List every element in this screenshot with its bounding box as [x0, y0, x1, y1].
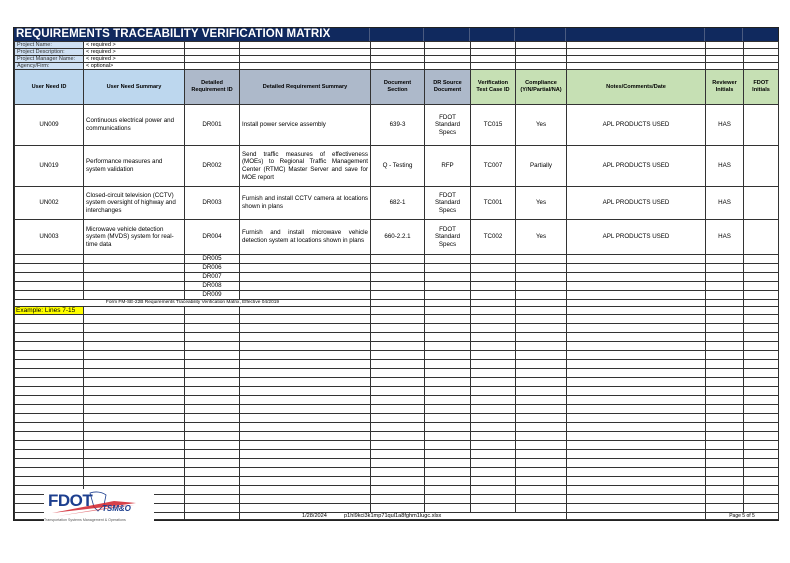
col-header-test-case: Verification Test Case ID	[471, 70, 516, 105]
cell-document-section[interactable]: 682-1	[371, 187, 425, 220]
fdot-tsmo-logo	[44, 489, 154, 527]
cell-fdot[interactable]	[744, 187, 779, 220]
empty-row	[15, 378, 779, 387]
cell-document-section[interactable]: 639-3	[371, 105, 425, 146]
cell-dr-id[interactable]: DR005	[185, 255, 240, 264]
agency-field[interactable]: < optional>	[84, 63, 185, 70]
cell-user-need-summary[interactable]: Continuous electrical power and communications	[84, 105, 185, 146]
cell-notes[interactable]: APL PRODUCTS USED	[567, 220, 706, 255]
cell-compliance[interactable]: Partially	[516, 146, 567, 187]
cell-user-need-summary[interactable]: Performance measures and system validation	[84, 146, 185, 187]
cell-notes[interactable]: APL PRODUCTS USED	[567, 187, 706, 220]
table-row	[15, 273, 779, 282]
table-row	[15, 255, 779, 264]
empty-row	[15, 396, 779, 405]
cell-reviewer[interactable]: HAS	[706, 105, 744, 146]
empty-row	[15, 315, 779, 324]
cell-user-need-id[interactable]: UN003	[15, 220, 84, 255]
cell-dr-summary[interactable]: Furnish and install microwave vehicle detection system at locations shown in plans	[240, 220, 371, 255]
column-header-row	[15, 70, 779, 105]
footer-page: Page 5 of 5	[706, 513, 779, 520]
logo-tagline: Transportation Systems Management & Operations	[44, 518, 126, 522]
empty-row	[15, 468, 779, 477]
empty-row	[15, 450, 779, 459]
empty-row	[15, 333, 779, 342]
cell-reviewer[interactable]: HAS	[706, 187, 744, 220]
col-header-dr-source: DR Source Document	[425, 70, 471, 105]
cell-dr-source[interactable]: FDOT Standard Specs	[425, 220, 471, 255]
project-name-field[interactable]: < required >	[84, 42, 185, 49]
cell-dr-id[interactable]: DR006	[185, 264, 240, 273]
col-header-fdot: FDOT Initials	[744, 70, 779, 105]
col-header-dr-summary: Detailed Requirement Summary	[240, 70, 371, 105]
col-header-notes: Notes/Comments/Date	[567, 70, 706, 105]
example-label: Example: Lines 7-15	[15, 307, 84, 315]
col-header-document-section: Document Section	[371, 70, 425, 105]
table-row	[15, 220, 779, 255]
form-note-row	[15, 300, 779, 307]
cell-dr-id[interactable]: DR008	[185, 282, 240, 291]
cell-compliance[interactable]: Yes	[516, 220, 567, 255]
project-description-field[interactable]: < required >	[84, 49, 185, 56]
cell-document-section[interactable]: 660-2.2.1	[371, 220, 425, 255]
col-header-reviewer: Reviewer Initials	[706, 70, 744, 105]
cell-document-section[interactable]: Q - Testing	[371, 146, 425, 187]
cell-dr-summary[interactable]: Send traffic measures of effectiveness (MOEs) to Regional Traffic Management Center (RTMC) Master Server and save for MOE report	[240, 146, 371, 187]
logo-fdot-text: FDOT	[48, 491, 93, 510]
cell-notes[interactable]: APL PRODUCTS USED	[567, 146, 706, 187]
title-text: REQUIREMENTS TRACEABILITY VERIFICATION MATRIX	[16, 28, 331, 40]
cell-dr-source[interactable]: FDOT Standard Specs	[425, 105, 471, 146]
logo-tsmo-text: TSM&O	[102, 504, 131, 513]
empty-row	[15, 360, 779, 369]
cell-compliance[interactable]: Yes	[516, 187, 567, 220]
empty-row	[15, 369, 779, 378]
col-header-compliance: Compliance (Y/N/Partial/NA)	[516, 70, 567, 105]
cell-dr-id[interactable]: DR002	[185, 146, 240, 187]
cell-fdot[interactable]	[744, 105, 779, 146]
empty-row	[15, 387, 779, 396]
empty-row	[15, 459, 779, 468]
table-row	[15, 282, 779, 291]
info-row-project-name	[15, 42, 779, 49]
table-row	[15, 146, 779, 187]
info-label: Project Description:	[15, 49, 84, 56]
cell-user-need-id[interactable]: UN019	[15, 146, 84, 187]
cell-fdot[interactable]	[744, 146, 779, 187]
empty-row	[15, 342, 779, 351]
cell-test-case[interactable]: TC007	[471, 146, 516, 187]
rtvm-table	[14, 41, 779, 520]
cell-dr-source[interactable]: RFP	[425, 146, 471, 187]
cell-dr-id[interactable]: DR009	[185, 291, 240, 300]
cell-dr-id[interactable]: DR001	[185, 105, 240, 146]
project-manager-field[interactable]: < required >	[84, 56, 185, 63]
cell-dr-id[interactable]: DR007	[185, 273, 240, 282]
info-row-project-manager	[15, 56, 779, 63]
empty-row	[15, 423, 779, 432]
cell-test-case[interactable]: TC001	[471, 187, 516, 220]
empty-row	[15, 477, 779, 486]
form-note: Form FM-SE-22B Requirements Traceability Verification Matrix, Effective 04/2019	[15, 300, 371, 307]
cell-dr-summary[interactable]: Furnish and install CCTV camera at locations shown in plans	[240, 187, 371, 220]
table-row	[15, 264, 779, 273]
cell-user-need-id[interactable]: UN002	[15, 187, 84, 220]
empty-row	[15, 414, 779, 423]
cell-dr-summary[interactable]: Install power service assembly	[240, 105, 371, 146]
cell-compliance[interactable]: Yes	[516, 105, 567, 146]
cell-dr-id[interactable]: DR003	[185, 187, 240, 220]
cell-user-need-summary[interactable]: Closed-circuit television (CCTV) system oversight of highway and interchanges	[84, 187, 185, 220]
info-label: Project Manager Name:	[15, 56, 84, 63]
cell-fdot[interactable]	[744, 220, 779, 255]
col-header-user-need-summary: User Need Summary	[84, 70, 185, 105]
info-row-agency	[15, 63, 779, 70]
rtvm-sheet	[13, 27, 779, 521]
table-row	[15, 291, 779, 300]
col-header-dr-id: Detailed Requirement ID	[185, 70, 240, 105]
cell-dr-id[interactable]: DR004	[185, 220, 240, 255]
empty-row	[15, 405, 779, 414]
example-row	[15, 307, 779, 315]
cell-test-case[interactable]: TC002	[471, 220, 516, 255]
cell-reviewer[interactable]: HAS	[706, 220, 744, 255]
table-row	[15, 105, 779, 146]
cell-test-case[interactable]: TC015	[471, 105, 516, 146]
empty-row	[15, 351, 779, 360]
empty-row	[15, 324, 779, 333]
info-label: Project Name:	[15, 42, 84, 49]
cell-user-need-id[interactable]: UN009	[15, 105, 84, 146]
footer-filename: p1hl9kci3k1mp71qul1a8fghm1lugc.xlsx	[344, 513, 442, 519]
empty-row	[15, 432, 779, 441]
sheet-title	[14, 28, 778, 41]
table-row	[15, 187, 779, 220]
cell-user-need-summary[interactable]: Microwave vehicle detection system (MVDS) system for real-time data	[84, 220, 185, 255]
cell-reviewer[interactable]: HAS	[706, 146, 744, 187]
empty-row	[15, 441, 779, 450]
cell-dr-source[interactable]: FDOT Standard Specs	[425, 187, 471, 220]
cell-notes[interactable]: APL PRODUCTS USED	[567, 105, 706, 146]
info-label: Agency/Firm:	[15, 63, 84, 70]
footer-date: 1/28/2024	[302, 513, 327, 519]
info-row-project-description	[15, 49, 779, 56]
col-header-user-need-id: User Need ID	[15, 70, 84, 105]
